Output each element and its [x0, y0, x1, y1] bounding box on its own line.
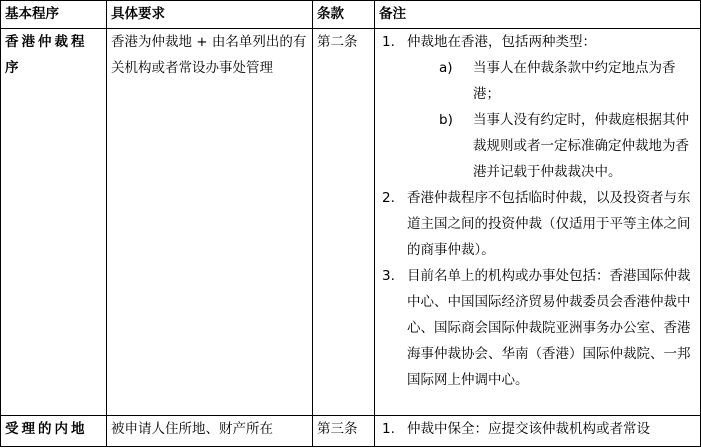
table-header-row [1, 1, 701, 29]
note-item [379, 29, 696, 185]
note-number: 1. [382, 421, 395, 437]
note-item [379, 185, 696, 263]
note-number: 3. [382, 268, 395, 284]
note-text: 仲裁中保全：应提交该仲裁机构或者常设 [407, 421, 650, 437]
clause-cell: 第三条 [313, 416, 375, 447]
sub-item-marker: a) [439, 60, 453, 76]
note-item [379, 263, 696, 393]
note-text: 目前名单上的机构或办事处包括：香港国际仲裁中心、中国国际经济贸易仲裁委员会香港仲裁中心、国际商会国际仲裁院亚洲事务办公室、香港海事仲裁协会、华南（香港）国际仲裁院、一邦国际网上仲调中心。 [407, 268, 691, 388]
notes-list [379, 29, 696, 393]
notes-list [379, 416, 696, 442]
table-row [1, 416, 701, 447]
note-number: 2. [382, 190, 395, 206]
clause-cell: 第二条 [313, 29, 375, 416]
notes-cell [375, 29, 701, 416]
note-sublist [407, 55, 696, 185]
note-number: 1. [382, 34, 395, 50]
requirement-cell: 香港为仲裁地 + 由名单列出的有关机构或者常设办事处管理 [107, 29, 313, 416]
sub-item [407, 107, 696, 185]
header-notes: 备注 [375, 1, 701, 29]
note-text: 香港仲裁程序不包括临时仲裁，以及投资者与东道主国之间的投资仲裁（仅适用于平等主体之间的商事仲裁）。 [407, 190, 691, 258]
requirement-cell: 被申请人住所地、财产所在 [107, 416, 313, 447]
note-item [379, 416, 696, 442]
notes-cell [375, 416, 701, 447]
table-row [1, 29, 701, 416]
header-procedure: 基本程序 [1, 1, 107, 29]
header-requirement: 具体要求 [107, 1, 313, 29]
sub-item-text: 当事人在仲裁条款中约定地点为香港； [473, 60, 676, 102]
sub-item [407, 55, 696, 107]
procedure-cell: 受理的内地 [1, 416, 107, 447]
sub-item-marker: b) [439, 112, 453, 128]
header-clause: 条款 [313, 1, 375, 29]
sub-item-text: 当事人没有约定时，仲裁庭根据其仲裁规则或者一定标准确定仲裁地为香港并记载于仲裁裁决中。 [473, 112, 689, 180]
procedure-cell: 香港仲裁程序 [1, 29, 107, 416]
note-text: 仲裁地在香港，包括两种类型： [407, 34, 596, 50]
